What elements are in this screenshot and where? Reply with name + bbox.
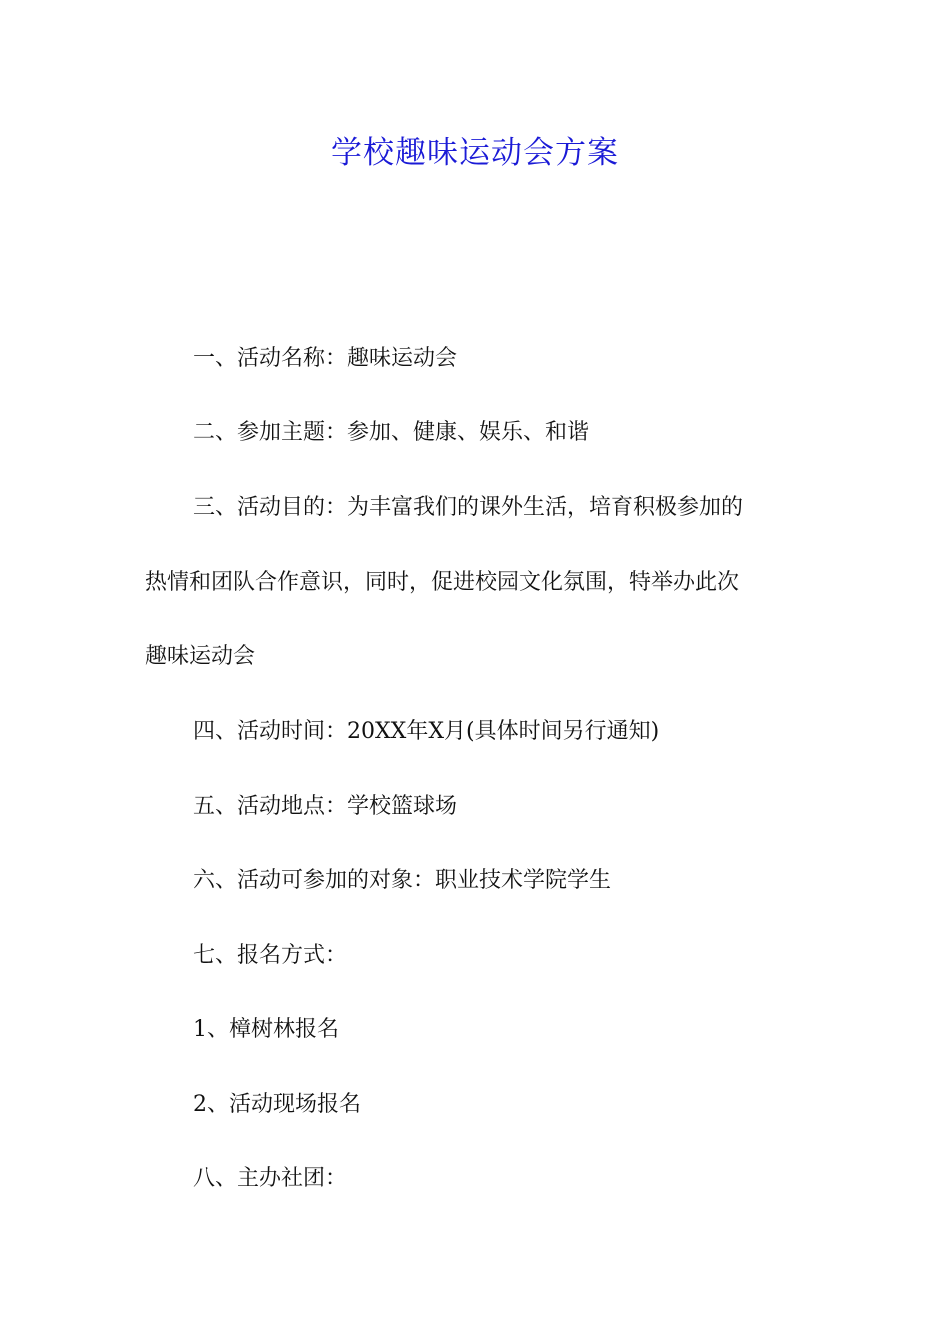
section-time: 四、活动时间：20XX年X月(具体时间另行通知) xyxy=(193,719,660,744)
section-location: 五、活动地点：学校篮球场 xyxy=(193,794,458,819)
registration-item-2: 2、活动现场报名 xyxy=(193,1092,361,1117)
section-registration: 七、报名方式： xyxy=(193,943,348,968)
section-purpose: 三、活动目的：为丰富我们的课外生活，培育积极参加的 xyxy=(193,495,744,520)
section-theme: 二、参加主题：参加、健康、娱乐、和谐 xyxy=(193,420,590,445)
document-title: 学校趣味运动会方案 xyxy=(331,135,619,171)
section-purpose-continued: 热情和团队合作意识，同时，促进校园文化氛围，特举办此次 xyxy=(145,570,740,595)
section-purpose-end: 趣味运动会 xyxy=(145,644,256,669)
section-participants: 六、活动可参加的对象：职业技术学院学生 xyxy=(193,868,612,893)
section-organizer: 八、主办社团： xyxy=(193,1166,348,1191)
registration-item-1: 1、樟树林报名 xyxy=(193,1017,339,1042)
section-activity-name: 一、活动名称：趣味运动会 xyxy=(193,346,458,371)
